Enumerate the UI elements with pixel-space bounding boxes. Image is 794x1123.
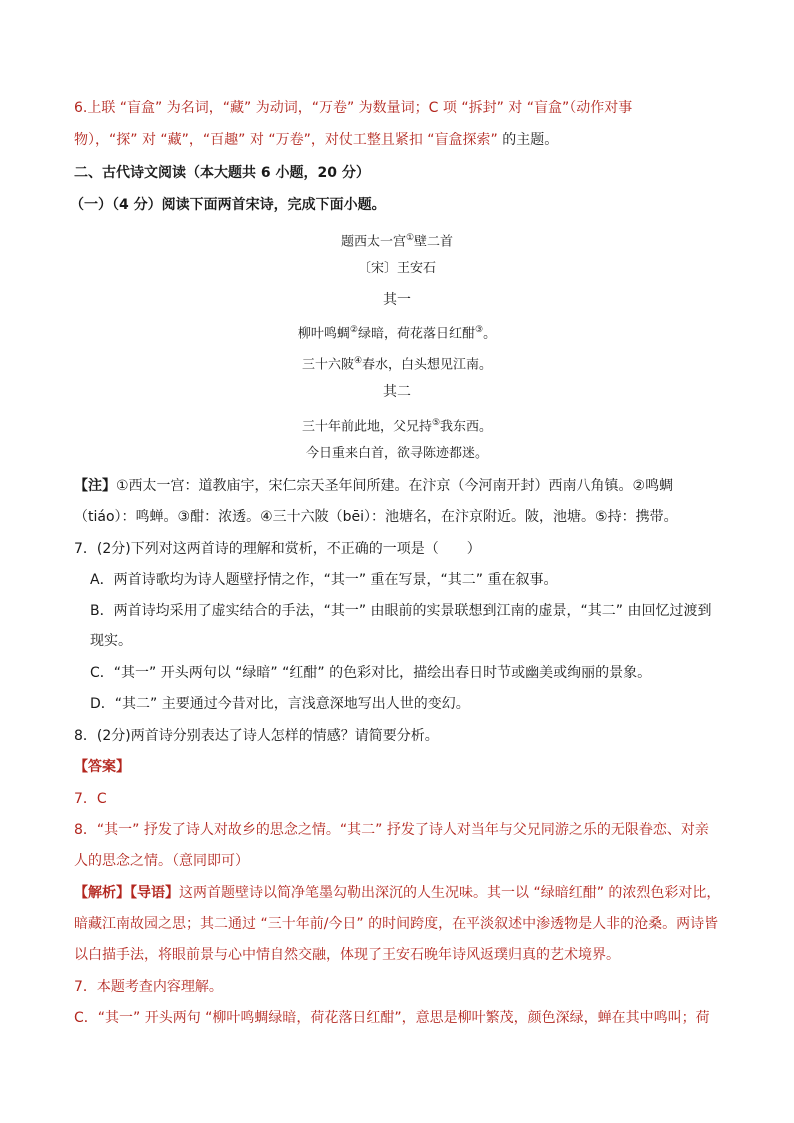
note-line1 <box>74 476 724 496</box>
note-text-1: ①西太一宫：道教庙宇，宋仁宗天圣年间所建。在汴京（今河南开封）西南八角镇。②鸣蜩 <box>116 478 674 494</box>
q7-option-b-cont: 现实。 <box>90 633 132 649</box>
note-ref-4: ④ <box>353 356 363 366</box>
poem1-line2-b: 春水，白头想见江南。 <box>362 357 493 373</box>
note-ref-5: ⑤ <box>431 418 441 428</box>
analysis-text-1: 这两首题壁诗以简净笔墨勾勒出深沉的人生况味。其一以 “绿暗红酣” 的浓烈色彩对比， <box>179 885 721 901</box>
answer-label: 【答案】 <box>74 759 130 775</box>
poem-title <box>0 228 794 252</box>
answer6-line2-red: 物），“探” 对 “藏”，“百趣” 对 “万卷”，对仗工整且紧扣 “盲盒探索” <box>74 132 498 148</box>
poem2-line2: 今日重来白首，欲寻陈迹都迷。 <box>305 446 488 461</box>
analysis-line3: 以白描手法，将眼前景与心中情自然交融，体现了王安石晚年诗风返璞归真的艺术境界。 <box>74 947 620 963</box>
note-ref-2: ② <box>349 325 358 335</box>
answer6-line2-tail: 的主题。 <box>497 132 559 148</box>
poem2-line1 <box>0 413 794 437</box>
answer-8-line2: 人的思念之情。（意同即可） <box>74 853 249 869</box>
analysis-option-c: C．“其一” 开头两句 “柳叶鸣蜩绿暗，荷花落日红酣”，意思是柳叶繁茂，颜色深绿，蝉在其中鸣叫；荷 <box>74 1010 710 1026</box>
q8-stem: 8．(2分)两首诗分别表达了诗人怎样的情感？请简要分析。 <box>74 728 439 744</box>
note-ref-3: ③ <box>475 325 484 335</box>
poem-title-b: 壁二首 <box>414 234 454 250</box>
poem2-line1-b: 我东西。 <box>440 419 493 435</box>
answer-7: 7．C <box>74 791 107 807</box>
analysis-line2: 暗藏江南故园之思；其二通过 “三十年前/今日” 的时间跨度，在平淡叙述中渗透物是人非的沧桑。两诗皆 <box>74 916 719 932</box>
answer6-line2 <box>74 130 724 150</box>
answer-8-line1: 8．“其一” 抒发了诗人对故乡的思念之情。“其二” 抒发了诗人对当年与父兄同游之乐的无限眷恋、对亲 <box>74 822 709 838</box>
poem-title-note: ① <box>405 233 415 243</box>
section2-heading: 二、古代诗文阅读（本大题共 6 小题，20 分） <box>74 165 370 181</box>
answer6-line1: 6.上联 “盲盒” 为名词，“藏” 为动词，“万卷” 为数量词；C 项 “拆封” 对 “盲盒”（动作对事 <box>74 100 633 116</box>
note-label: 【注】 <box>74 478 116 494</box>
poem-author: 〔宋〕王安石 <box>357 261 436 276</box>
poem-title-a: 题西太一宫 <box>340 234 406 250</box>
poem1-line1-c: 。 <box>483 326 497 342</box>
analysis-line1 <box>74 883 724 903</box>
poem-sub2: 其二 <box>383 384 411 400</box>
poem-sub1: 其一 <box>383 292 411 308</box>
q7-option-d: D．“其二” 主要通过今昔对比，言浅意深地写出人世的变幻。 <box>90 696 470 712</box>
poem1-line2-a: 三十六陂 <box>301 357 354 373</box>
note-line2: （tiáo）：鸣蝉。③酣：浓透。④三十六陂（bēi）：池塘名，在汴京附近。陂，池塘。⑤持：携带。 <box>74 509 678 525</box>
poem2-line1-a: 三十年前此地，父兄持 <box>301 419 432 435</box>
poem1-line2 <box>0 351 794 375</box>
q7-option-a: A．两首诗歌均为诗人题壁抒情之作，“其一” 重在写景，“其二” 重在叙事。 <box>90 572 558 588</box>
q7-stem: 7．(2分)下列对这两首诗的理解和赏析，不正确的一项是（ ） <box>74 541 481 557</box>
q7-option-b: B．两首诗均采用了虚实结合的手法，“其一” 由眼前的实景联想到江南的虚景，“其二” 由回忆过渡到 <box>90 603 712 619</box>
part1-intro: （一）（4 分）阅读下面两首宋诗，完成下面小题。 <box>70 197 386 213</box>
analysis-q7-intro: 7．本题考查内容理解。 <box>74 979 223 995</box>
poem1-line1-a: 柳叶鸣蜩 <box>297 326 350 342</box>
analysis-label: 【解析】【导语】 <box>74 885 179 901</box>
poem1-line1-b: 绿暗，荷花落日红酣 <box>357 326 475 342</box>
poem1-line1 <box>0 320 794 344</box>
q7-option-c: C．“其一” 开头两句以 “绿暗” “红酣” 的色彩对比，描绘出春日时节或幽美或绚丽的景象。 <box>90 665 652 681</box>
